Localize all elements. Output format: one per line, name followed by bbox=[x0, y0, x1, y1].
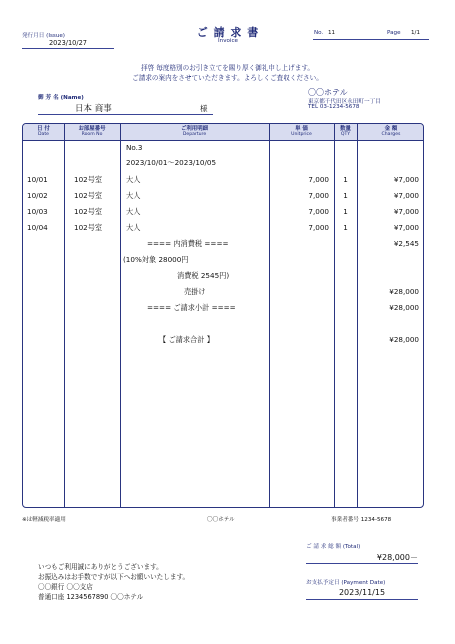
issue-date: 2023/10/27 bbox=[22, 39, 114, 49]
col-header-description: ご利用明細 Departure bbox=[181, 126, 208, 137]
page-label: Page bbox=[387, 30, 401, 36]
tax-amount: ¥2,545 bbox=[393, 239, 419, 248]
col-header-qty: 数量 QTY bbox=[340, 126, 351, 137]
thanks-message: いつもご利用誠にありがとうございます。 bbox=[38, 563, 163, 571]
col-header-room: お部屋番号 Room No bbox=[78, 126, 106, 137]
reduced-tax-note: ※は軽減税率適用 bbox=[22, 517, 66, 523]
page-number: 1/1 bbox=[411, 30, 421, 36]
issuer-tel: TEL 03-1234-5678 bbox=[308, 104, 360, 110]
due-date-label: お支払予定日 (Payment Date) bbox=[306, 580, 386, 586]
sales-row bbox=[23, 285, 423, 299]
table-row: 10/03 102号室 大人 7,000 1 ¥7,000 bbox=[27, 207, 419, 216]
tax-detail: 消費税 2545円) bbox=[177, 271, 230, 280]
sales-amount: ¥28,000 bbox=[389, 287, 419, 296]
table-row: No.3 bbox=[126, 143, 143, 152]
transfer-note: お振込みはお手数ですが以下へお願いいたします。 bbox=[38, 573, 190, 581]
bank-account: 普通口座 1234567890 〇〇ホテル bbox=[38, 593, 144, 601]
document-title-en: Invoice bbox=[218, 38, 238, 44]
customer-honorific: 様 bbox=[200, 104, 208, 113]
invoice-table bbox=[22, 123, 424, 508]
invoice-no: 11 bbox=[328, 30, 336, 36]
issuer-name: 〇〇ホテル bbox=[308, 88, 348, 97]
document-title: ご 請 求 書 bbox=[196, 26, 260, 39]
tax-heading: ==== 内消費税 ==== bbox=[147, 239, 229, 248]
customer-name: 日本 商事 bbox=[75, 104, 112, 114]
subtotal-label: ==== ご請求小計 ==== bbox=[147, 303, 236, 312]
sales-label: 売掛け bbox=[184, 287, 206, 296]
table-row: 10/04 102号室 大人 7,000 1 ¥7,000 bbox=[27, 223, 419, 232]
taxable-base: (10%対象 28000円 bbox=[123, 255, 189, 264]
grand-total: ¥28,000－ bbox=[376, 553, 418, 562]
col-header-unitprice: 単 価 Unitprice bbox=[291, 126, 312, 137]
greeting-line-1: 拝啓 毎度格別のお引き立てを賜り厚く御礼申し上げます。 bbox=[140, 64, 314, 72]
tax-detail-row bbox=[23, 269, 423, 283]
greeting-line-2: ご請求の案内をさせていただきます。よろしくご査収ください。 bbox=[132, 74, 323, 82]
invoice-no-label: No. bbox=[314, 30, 324, 36]
table-row: 10/01 102号室 大人 7,000 1 ¥7,000 bbox=[27, 175, 419, 184]
footer-hotel: 〇〇ホテル bbox=[207, 517, 235, 523]
col-header-charges: 金 額 Charges bbox=[381, 126, 401, 137]
col-header-date: 日 付 Date bbox=[37, 126, 50, 137]
issuer-address: 東京都千代田区永田町一丁目 bbox=[308, 99, 381, 105]
customer-label: 御 芳 名 (Name) bbox=[38, 95, 84, 101]
due-date: 2023/11/15 bbox=[338, 588, 386, 597]
table-row: 2023/10/01～2023/10/05 bbox=[126, 158, 217, 167]
total-label: 【 ご請求合計 】 bbox=[159, 335, 214, 344]
taxable-row bbox=[23, 253, 423, 267]
bank-name: 〇〇銀行 〇〇支店 bbox=[38, 583, 93, 591]
registration-number: 事業者番号 1234-5678 bbox=[331, 517, 392, 523]
customer-line bbox=[38, 103, 213, 115]
table-row: 10/02 102号室 大人 7,000 1 ¥7,000 bbox=[27, 191, 419, 200]
tax-heading-row bbox=[23, 237, 423, 251]
grand-total-label: ご 請 求 総 額 (Total) bbox=[306, 544, 361, 550]
subtotal-row bbox=[23, 301, 423, 315]
issue-date-label: 発行月日 (Issue) bbox=[22, 33, 65, 39]
total-amount: ¥28,000 bbox=[389, 335, 419, 344]
subtotal-amount: ¥28,000 bbox=[389, 303, 419, 312]
total-row bbox=[23, 333, 423, 347]
